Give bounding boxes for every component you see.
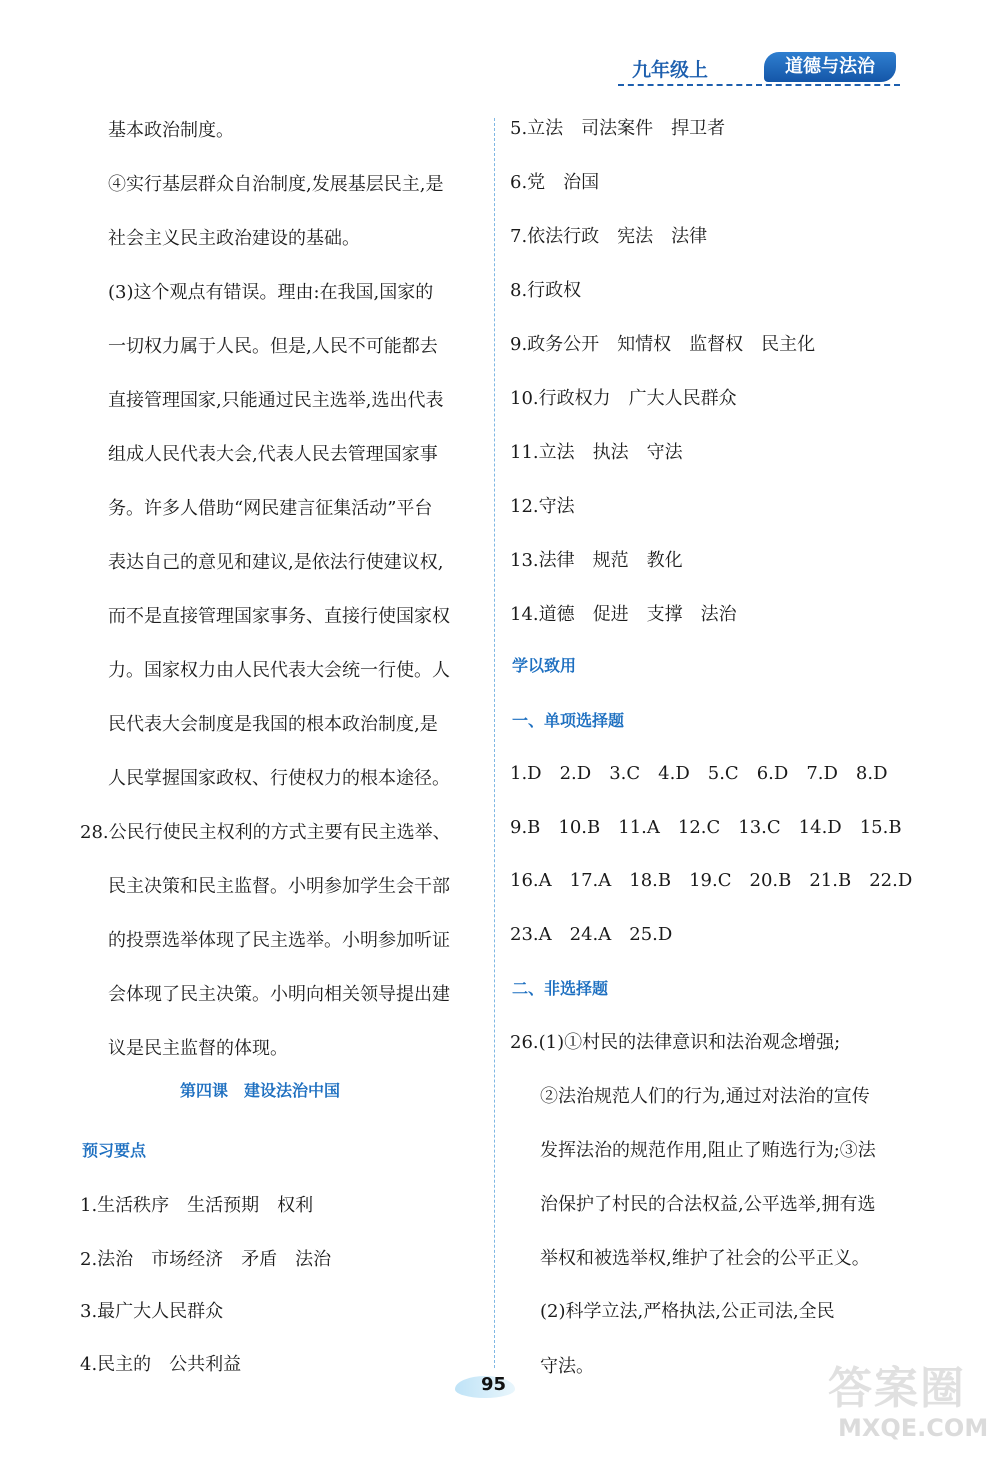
- answer-row: 1.D 2.D 3.C 4.D 5.C 6.D 7.D 8.D: [510, 763, 888, 784]
- text-line: 2.法治 市场经济 矛盾 法治: [80, 1249, 332, 1270]
- text-line: 12.守法: [510, 496, 575, 517]
- text-line: 表达自己的意见和建议,是依法行使建议权,: [108, 552, 444, 573]
- section-heading: 二、非选择题: [512, 979, 609, 998]
- text-line: (2)科学立法,严格执法,公正司法,全民: [540, 1301, 835, 1322]
- text-line: 8.行政权: [510, 280, 582, 301]
- text-line: 民代表大会制度是我国的根本政治制度,是: [108, 714, 438, 735]
- header-underline: [618, 84, 900, 86]
- subject-badge: 道德与法治: [764, 52, 896, 82]
- text-line: 务。许多人借助“网民建言征集活动”平台: [108, 498, 433, 519]
- text-line: 4.民主的 公共利益: [80, 1354, 242, 1375]
- text-line: 发挥法治的规范作用,阻止了贿选行为;③法: [540, 1140, 876, 1161]
- section-heading: 一、单项选择题: [512, 711, 625, 730]
- text-line: (3)这个观点有错误。理由:在我国,国家的: [108, 282, 434, 303]
- column-divider: [494, 118, 495, 1368]
- lesson-title: 第四课 建设法治中国: [180, 1081, 341, 1100]
- text-line: 守法。: [540, 1356, 594, 1377]
- text-line: 5.立法 司法案件 捍卫者: [510, 118, 726, 139]
- section-heading: 预习要点: [82, 1141, 147, 1160]
- page-number: [455, 1372, 525, 1400]
- text-line: 13.法律 规范 教化: [510, 550, 683, 571]
- watermark: [828, 1352, 989, 1452]
- text-line: ④实行基层群众自治制度,发展基层民主,是: [108, 174, 444, 195]
- text-line: 民主决策和民主监督。小明参加学生会干部: [108, 876, 450, 897]
- answer-row: 16.A 17.A 18.B 19.C 20.B 21.B 22.D: [510, 870, 913, 891]
- text-line: 组成人民代表大会,代表人民去管理国家事: [108, 444, 438, 465]
- text-line: 28.公民行使民主权利的方式主要有民主选举、: [80, 822, 451, 843]
- text-line: ②法治规范人们的行为,通过对法治的宣传: [540, 1086, 870, 1107]
- text-line: 社会主义民主政治建设的基础。: [108, 228, 360, 249]
- text-line: 力。国家权力由人民代表大会统一行使。人: [108, 660, 450, 681]
- text-line: 26.(1)①村民的法律意识和法治观念增强;: [510, 1032, 841, 1053]
- text-line: 14.道德 促进 支撑 法治: [510, 604, 737, 625]
- text-line: 直接管理国家,只能通过民主选举,选出代表: [108, 390, 444, 411]
- text-line: 11.立法 执法 守法: [510, 442, 683, 463]
- text-line: 议是民主监督的体现。: [108, 1038, 288, 1059]
- text-line: 10.行政权力 广大人民群众: [510, 388, 737, 409]
- text-line: 3.最广大人民群众: [80, 1301, 224, 1322]
- page-header: [618, 52, 900, 86]
- answer-row: 23.A 24.A 25.D: [510, 924, 673, 945]
- watermark-logo-text: 答案圈: [828, 1363, 966, 1414]
- text-line: 举权和被选举权,维护了社会的公平正义。: [540, 1248, 870, 1269]
- text-line: 会体现了民主决策。小明向相关领导提出建: [108, 984, 450, 1005]
- answer-row: 9.B 10.B 11.A 12.C 13.C 14.D 15.B: [510, 817, 902, 838]
- text-line: 基本政治制度。: [108, 120, 234, 141]
- grade-label: 九年级上: [632, 59, 709, 81]
- watermark-url: MXQE.COM: [838, 1414, 989, 1442]
- text-line: 9.政务公开 知情权 监督权 民主化: [510, 334, 816, 355]
- text-line: 7.依法行政 宪法 法律: [510, 226, 708, 247]
- text-line: 而不是直接管理国家事务、直接行使国家权: [108, 606, 450, 627]
- page-number-text: 95: [481, 1374, 507, 1395]
- section-heading: 学以致用: [512, 656, 577, 675]
- text-line: 的投票选举体现了民主选举。小明参加听证: [108, 930, 450, 951]
- text-line: 人民掌握国家政权、行使权力的根本途径。: [108, 768, 450, 789]
- text-line: 治保护了村民的合法权益,公平选举,拥有选: [540, 1194, 876, 1215]
- text-line: 6.党 治国: [510, 172, 600, 193]
- text-line: 一切权力属于人民。但是,人民不可能都去: [108, 336, 438, 357]
- text-line: 1.生活秩序 生活预期 权利: [80, 1195, 314, 1216]
